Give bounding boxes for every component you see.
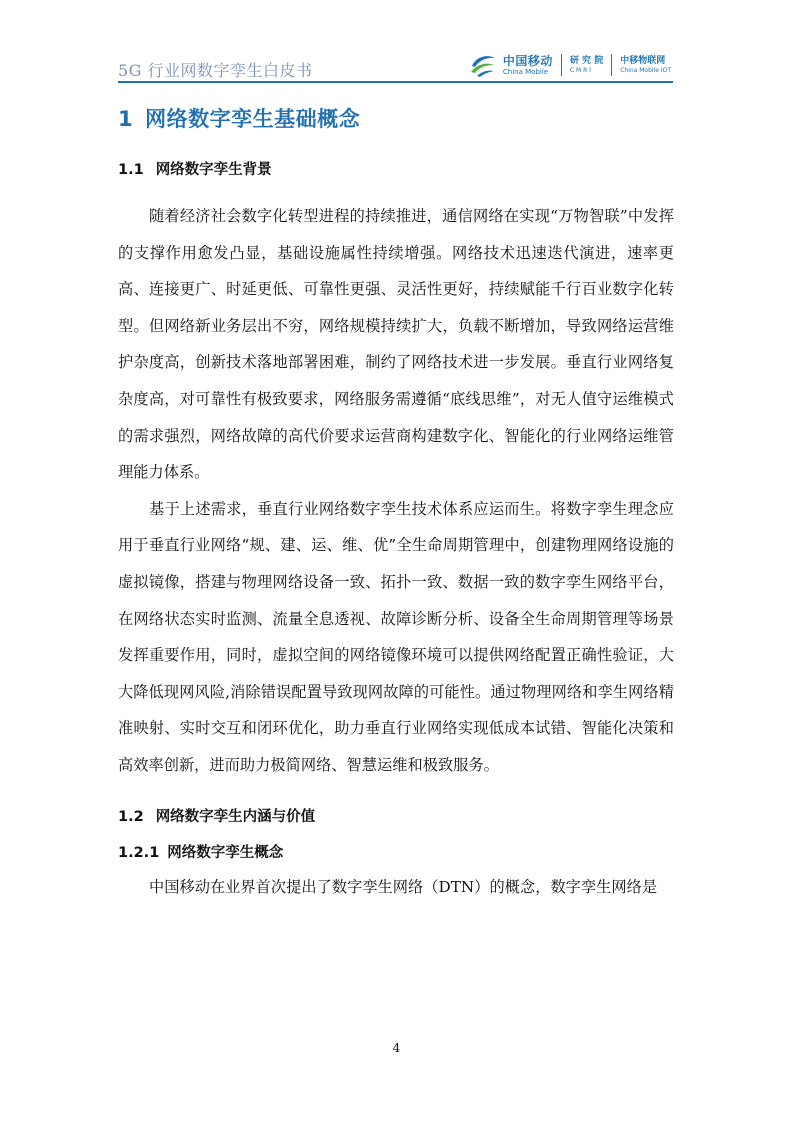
china-mobile-logo — [468, 52, 671, 78]
iot-name-en: China Mobile IOT — [620, 66, 671, 74]
institute-text — [570, 57, 603, 74]
section-number: 1.2 — [118, 808, 144, 825]
paragraph-background: 随着经济社会数字化转型进程的持续推进，通信网络在实现“万物智联”中发挥的支撑作用愈发凸显，基础设施属性持续增强。网络技术迅速迭代演进，速率更高、连接更广、时延更低、可靠性更强、灵活性更好，持续赋能千行百业数字化转型。但网络新业务层出不穷，网络规模持续扩大，负载不断增加，导致网络运营维护杂度高，创新技术落地部署困难，制约了网络技术进一步发展。垂直行业网络复杂度高，对可靠性有极致要求，网络服务需遵循“底线思维”，对无人值守运维模式的需求强烈，网络故障的高代价要求运营商构建数字化、智能化的行业网络运维管理能力体系。 — [118, 207, 674, 482]
chapter-title: 网络数字孪生基础概念 — [145, 107, 361, 131]
section-number: 1.1 — [118, 162, 144, 178]
document-title: 5G 行业网数字孪生白皮书 — [118, 61, 313, 80]
paragraph-dtn-concept: 中国移动在业界首次提出了数字孪生网络（DTN）的概念，数字孪生网络是 — [149, 877, 658, 896]
page-number: 4 — [392, 1041, 401, 1055]
brand-name-en: China Mobile — [502, 67, 549, 76]
subsection-title: 网络数字孪生概念 — [167, 844, 284, 861]
chapter-heading — [118, 102, 674, 138]
brand-name-cn: 中国移动 — [502, 53, 553, 68]
iot-text — [620, 57, 671, 74]
chapter-number: 1 — [118, 107, 134, 131]
institute-name-en: C M R I — [569, 66, 591, 74]
subsection-heading-1-2-1 — [118, 842, 674, 864]
page-body — [118, 100, 674, 905]
page-header — [118, 44, 673, 80]
institute-name-cn: 研 究 院 — [569, 55, 604, 66]
brand-text — [503, 55, 553, 76]
paragraph-approach: 基于上述需求，垂直行业网络数字孪生技术体系应运而生。将数字孪生理念应用于垂直行业网络“规、建、运、维、优”全生命周期管理中，创建物理网络设施的虚拟镜像，搭建与物理网络设备一致、拓扑一致、数据一致的数字孪生网络平台，在网络状态实时监测、流量全息透视、故障诊断分析、设备全生命周期管理等场景发挥重要作用，同时，虚拟空间的网络镜像环境可以提供网络配置正确性验证，大大降低现网风险,消除错误配置导致现网故障的可能性。通过物理网络和孪生网络精准映射、实时交互和闭环优化，助力垂直行业网络实现低成本试错、智能化决策和高效率创新，进而助力极简网络、智慧运维和极致服务。 — [118, 499, 674, 774]
section-heading-1-1 — [118, 159, 674, 181]
iot-name-cn: 中移物联网 — [620, 55, 666, 66]
section-heading-1-2 — [118, 806, 674, 828]
subsection-number: 1.2.1 — [118, 844, 160, 861]
section-title: 网络数字孪生内涵与价值 — [155, 808, 316, 825]
header-divider — [118, 81, 673, 83]
logo-divider — [561, 54, 562, 76]
logo-divider — [611, 54, 612, 76]
section-title: 网络数字孪生背景 — [155, 162, 272, 178]
china-mobile-logo-icon — [468, 52, 498, 78]
